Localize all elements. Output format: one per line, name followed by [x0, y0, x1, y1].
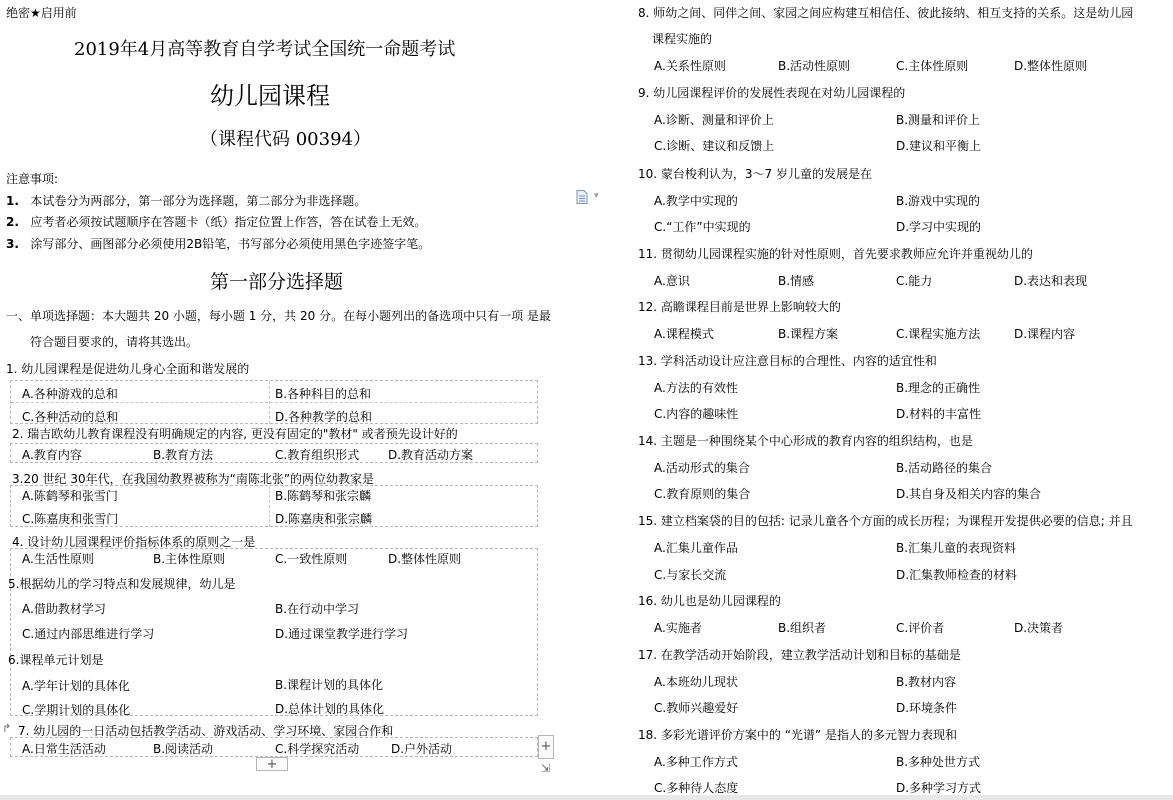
question-9-option-d[interactable]: D.建议和平衡上 — [896, 139, 982, 153]
question-3-option-d[interactable]: D.陈嘉庚和张宗麟 — [275, 512, 373, 526]
question-10-option-b[interactable]: B.游戏中实现的 — [896, 194, 981, 208]
chevron-down-icon[interactable]: ▾ — [594, 191, 599, 201]
question-4-stem: 4. 设计幼儿园课程评价指标体系的原则之一是 — [12, 535, 256, 549]
question-8-option-a[interactable]: A.关系性原则 — [654, 59, 726, 73]
question-8-option-c[interactable]: C.主体性原则 — [896, 59, 969, 73]
table-divider — [11, 402, 537, 403]
question-3-option-a[interactable]: A.陈鹤琴和张雪门 — [22, 489, 118, 503]
question-11-option-d[interactable]: D.表达和表现 — [1014, 274, 1088, 288]
document-options-icon[interactable] — [576, 190, 588, 204]
question-5-option-a[interactable]: A.借助教材学习 — [22, 602, 106, 616]
question-4-option-d[interactable]: D.整体性原则 — [388, 552, 462, 566]
question-3-option-b[interactable]: B.陈鹤琴和张宗麟 — [275, 489, 372, 503]
question-12-stem: 12. 高瞻课程目前是世界上影响较大的 — [638, 300, 841, 314]
note-1: 1. 本试卷分为两部分，第一部分为选择题，第二部分为非选择题。 — [6, 194, 367, 208]
question-18-option-c[interactable]: C.多种待人态度 — [654, 781, 739, 795]
question-13-option-d[interactable]: D.材料的丰富性 — [896, 407, 982, 421]
part1-instruction-line1: 一、单项选择题：本大题共 20 小题，每小题 1 分，共 20 分。在每小题列出的备选项中只有一项 是最 — [6, 309, 551, 323]
question-15-option-b[interactable]: B.汇集儿童的表现资料 — [896, 541, 1017, 555]
row-marker-icon[interactable]: ↱ — [2, 722, 12, 735]
question-4-option-a[interactable]: A.生活性原则 — [22, 552, 94, 566]
question-2-option-a[interactable]: A.教育内容 — [22, 448, 82, 462]
subject-title: 幼儿园课程 — [210, 82, 330, 110]
question-11-option-a[interactable]: A.意识 — [654, 274, 690, 288]
question-10-option-c[interactable]: C.“工作”中实现的 — [654, 220, 751, 234]
question-10-option-a[interactable]: A.教学中实现的 — [654, 194, 738, 208]
question-10-stem: 10. 蒙台梭利认为，3～7 岁儿童的发展是在 — [638, 167, 872, 181]
question-9-option-c[interactable]: C.诊断、建议和反馈上 — [654, 139, 775, 153]
question-6-option-d[interactable]: D.总体计划的具体化 — [275, 702, 385, 716]
question-7-stem: 7. 幼儿园的一日活动包括教学活动、游戏活动、学习环境、家园合作和 — [18, 724, 394, 738]
question-1-option-d[interactable]: D.各种教学的总和 — [275, 410, 373, 424]
question-13-stem: 13. 学科活动设计应注意目标的合理性、内容的适宜性和 — [638, 354, 937, 368]
horizontal-scrollbar[interactable] — [0, 795, 1173, 800]
notes-heading: 注意事项: — [6, 172, 59, 186]
question-1-stem: 1. 幼儿园课程是促进幼儿身心全面和谐发展的 — [6, 362, 250, 376]
question-16-option-b[interactable]: B.组织者 — [778, 621, 827, 635]
question-17-option-b[interactable]: B.教材内容 — [896, 675, 957, 689]
note-2: 2. 应考者必须按试题顺序在答题卡（纸）指定位置上作答，答在试卷上无效。 — [6, 215, 427, 229]
question-14-option-a[interactable]: A.活动形式的集合 — [654, 461, 750, 475]
question-5-option-c[interactable]: C.通过内部思维进行学习 — [22, 627, 155, 641]
question-9-option-a[interactable]: A.诊断、测量和评价上 — [654, 113, 774, 127]
question-5-option-d[interactable]: D.通过课堂教学进行学习 — [275, 627, 409, 641]
question-16-stem: 16. 幼儿也是幼儿园课程的 — [638, 594, 781, 608]
question-1-option-a[interactable]: A.各种游戏的总和 — [22, 387, 118, 401]
question-18-stem: 18. 多彩光谱评价方案中的 “光谱” 是指人的多元智力表现和 — [638, 728, 957, 742]
question-3-stem: 3.20 世纪 30年代，在我国幼教界被称为“南陈北张”的两位幼教家是 — [12, 472, 375, 486]
question-13-option-b[interactable]: B.理念的正确性 — [896, 381, 981, 395]
question-18-option-b[interactable]: B.多种处世方式 — [896, 755, 981, 769]
question-15-option-a[interactable]: A.汇集儿童作品 — [654, 541, 738, 555]
question-6-option-a[interactable]: A.学年计划的具体化 — [22, 679, 130, 693]
question-11-option-b[interactable]: B.情感 — [778, 274, 815, 288]
question-13-option-c[interactable]: C.内容的趣味性 — [654, 407, 739, 421]
question-14-stem: 14. 主题是一种围绕某个中心形成的教育内容的组织结构，也是 — [638, 434, 973, 448]
question-14-option-b[interactable]: B.活动路径的集合 — [896, 461, 993, 475]
table-resize-handle-icon[interactable]: ⇲ — [541, 762, 551, 775]
question-5-option-b[interactable]: B.在行动中学习 — [275, 602, 360, 616]
add-column-button[interactable]: + — [538, 735, 554, 759]
question-17-stem: 17. 在教学活动开始阶段，建立教学活动计划和目标的基础是 — [638, 648, 961, 662]
question-12-option-d[interactable]: D.课程内容 — [1014, 327, 1076, 341]
note-3: 3. 涂写部分、画图部分必须使用2B铅笔，书写部分必须使用黑色字迹签字笔。 — [6, 237, 431, 251]
part1-instruction-line2: 符合题目要求的，请将其选出。 — [30, 335, 199, 349]
question-6-stem: 6.课程单元计划是 — [8, 653, 104, 667]
question-11-option-c[interactable]: C.能力 — [896, 274, 933, 288]
question-3-option-c[interactable]: C.陈嘉庚和张雪门 — [22, 512, 119, 526]
question-7-option-c[interactable]: C.科学探究活动 — [275, 742, 360, 756]
question-18-option-d[interactable]: D.多种学习方式 — [896, 781, 982, 795]
question-16-option-c[interactable]: C.评价者 — [896, 621, 945, 635]
question-15-stem: 15. 建立档案袋的目的包括: 记录儿童各个方面的成长历程；为课程开发提供必要的信息; 并且 — [638, 514, 1133, 528]
question-2-option-d[interactable]: D.教育活动方案 — [388, 448, 474, 462]
secret-label: 绝密★启用前 — [6, 6, 77, 20]
question-11-stem: 11. 贯彻幼儿园课程实施的针对性原则，首先要求教师应允许并重视幼儿的 — [638, 247, 1033, 261]
question-8-option-d[interactable]: D.整体性原则 — [1014, 59, 1088, 73]
question-2-stem: 2. 瑞吉欧幼儿教育课程没有明确规定的内容, 更没有固定的"教材" 或者预先设计好的 — [12, 427, 458, 441]
question-10-option-d[interactable]: D.学习中实现的 — [896, 220, 982, 234]
table-divider — [269, 486, 270, 527]
add-row-button[interactable]: + — [256, 757, 288, 771]
question-13-option-a[interactable]: A.方法的有效性 — [654, 381, 738, 395]
question-4-option-b[interactable]: B.主体性原则 — [153, 552, 226, 566]
question-14-option-c[interactable]: C.教育原则的集合 — [654, 487, 751, 501]
question-7-option-d[interactable]: D.户外活动 — [391, 742, 453, 756]
question-16-option-d[interactable]: D.决策者 — [1014, 621, 1064, 635]
exam-title: 2019年4月高等教育自学考试全国统一命题考试 — [74, 39, 456, 60]
question-9-stem: 9. 幼儿园课程评价的发展性表现在对幼儿园课程的 — [638, 86, 906, 100]
question-2-option-b[interactable]: B.教育方法 — [153, 448, 214, 462]
question-6-option-b[interactable]: B.课程计划的具体化 — [275, 678, 384, 692]
question-5-stem: 5.根据幼儿的学习特点和发展规律，幼儿是 — [8, 577, 236, 591]
question-1-option-c[interactable]: C.各种活动的总和 — [22, 410, 119, 424]
question-8-option-b[interactable]: B.活动性原则 — [778, 59, 851, 73]
question-4-option-c[interactable]: C.一致性原则 — [275, 552, 348, 566]
question-8-stem: 8. 师幼之间、同伴之间、家园之间应构建互相信任、彼此接纳、相互支持的关系。这是幼儿园 — [638, 6, 1134, 20]
question-2-option-c[interactable]: C.教育组织形式 — [275, 448, 360, 462]
question-12-option-c[interactable]: C.课程实施方法 — [896, 327, 981, 341]
question-6-option-c[interactable]: C.学期计划的具体化 — [22, 703, 131, 717]
question-17-option-c[interactable]: C.教师兴趣爱好 — [654, 701, 739, 715]
question-18-option-a[interactable]: A.多种工作方式 — [654, 755, 738, 769]
question-15-option-c[interactable]: C.与家长交流 — [654, 568, 727, 582]
question-14-option-d[interactable]: D.其自身及相关内容的集合 — [896, 487, 1042, 501]
question-17-option-d[interactable]: D.环境条件 — [896, 701, 958, 715]
question-12-option-a[interactable]: A.课程模式 — [654, 327, 714, 341]
question-15-option-d[interactable]: D.汇集教师检查的材料 — [896, 568, 1018, 582]
left-page — [0, 0, 560, 800]
question-12-option-b[interactable]: B.课程方案 — [778, 327, 839, 341]
question-16-option-a[interactable]: A.实施者 — [654, 621, 702, 635]
question-7-option-a[interactable]: A.日常生活活动 — [22, 742, 106, 756]
right-page — [630, 0, 1173, 800]
question-17-option-a[interactable]: A.本班幼儿现状 — [654, 675, 738, 689]
question-9-option-b[interactable]: B.测量和评价上 — [896, 113, 981, 127]
question-1-option-b[interactable]: B.各种科目的总和 — [275, 387, 372, 401]
question-7-option-b[interactable]: B.阅读活动 — [153, 742, 214, 756]
course-code: （课程代码 00394） — [200, 129, 371, 150]
part1-title: 第一部分选择题 — [210, 271, 344, 293]
question-8-stem-cont: 课程实施的 — [652, 32, 713, 46]
